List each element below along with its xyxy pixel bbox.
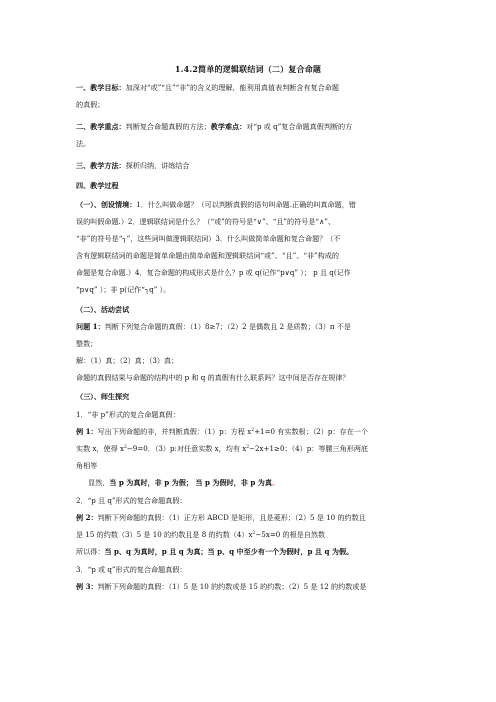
situation-line-2: 误的叫假命题.）2．逻辑联结词是什么？（“或”的符号是“∨”、“且”的符号是“∧”、 [76,217,335,226]
problem1-question: 命题的真假结果与命题的结构中的 p 和 q 的真假有什么联系吗？这中间是否存在规律？ [76,373,350,382]
superscript: 2 [252,531,256,536]
situation-text: 1．什么叫做命题？（可以判断真假的语句叫命题.正确的叫真命题，错 [136,200,356,209]
problem1-heading: 问题 1： [76,322,105,331]
situation-line-5: 命题是复合命题.）4．复合命题的构成形式是什么？p 或 q(记作“p∨q” ）； p 且 q(记作 [76,268,351,277]
objectives-heading: 一、教学目标： [76,83,126,92]
example1-line-1 [76,427,421,436]
difficulty-heading: 教学难点： [210,122,247,131]
objectives-line-1 [76,83,421,92]
example2-text-b: 是 15 的约数（3）5 是 10 的约数且是 8 的约数（4）x [76,530,253,539]
method-text: 探析归纳，讲练结合 [125,161,190,170]
example2-heading: 例 2： [76,513,98,522]
p-and-q-heading: 2．“p 且 q”形式的复合命题真假： [76,496,187,505]
example1-heading: 例 1： [76,427,98,436]
not-p-heading: 1．“非 p”形式的复合命题真假： [76,410,180,419]
example1-line-3: 角相等 [76,461,98,470]
method-heading: 三、教学方法： [76,161,126,170]
example3-line-1 [76,582,421,591]
situation-line-1 [76,200,421,209]
objectives-text: 加深对“或”“且”“非”的含义的理解，能利用真值表判断含有复合命题 [125,83,339,92]
focus-line-1 [76,122,421,131]
example2-text-c: −5x=0 的根是自然数 [255,530,326,539]
conclusion-end: 。 [271,478,280,487]
example1-text-e: −2x+1≥0；（4）p：等腰三角形两底 [249,444,369,453]
problem1-solution: 解：（1）真；（2）真；（3）真； [76,356,179,365]
method-line [76,161,421,170]
conclusion2-lead: 所以得： [76,547,105,556]
example2-conclusion [76,547,421,556]
example1-text-d: −9=0．（3）p:对任意实数 x，均有 x [126,444,247,453]
conclusion2-rule: 当 p、q 为真时，p 且 q 为真；当 p、q 中至少有一个为假时，p 且 q 为假。 [104,547,354,556]
page-title: 1.4.2简单的逻辑联结词（二）复合命题 [174,64,322,74]
superscript: 2 [123,445,127,450]
situation-line-6: “p∨q” ）；非 p(记作“┐q” ）。 [76,285,171,294]
focus-text: 判断复合命题真假的方法； [125,122,211,131]
example2-line-2 [76,530,421,539]
difficulty-text: 对“p 或 q”复合命题真假判断的方 [246,122,353,131]
example1-text-a: 写出下列命题的非，并判断真假：（1）p：方程 x [97,427,252,436]
problem1-line-1 [76,322,421,331]
example3-text: 判断下列命题的真假：（1）5 是 10 的约数或是 15 的约数；（2）5 是 12 的约数或是 [97,582,367,591]
focus-line-2: 法。 [76,139,91,148]
focus-heading: 二、教学重点： [76,122,126,131]
example2-line-1 [76,513,421,522]
superscript: 2 [246,445,250,450]
process-heading: 四、教学过程 [76,181,119,190]
problem1-line-2: 整数； [76,339,98,348]
problem1-text: 判断下列复合命题的真假：（1）8≥7；（2）2 是偶数且 2 是质数；（3）π 不是 [104,322,351,331]
activity-heading: （二）、活动尝试 [76,305,130,314]
example1-line-2 [76,444,421,453]
example2-text: 判断下列命题的真假：（1）正方形 ABCD 是矩形，且是菱形；（2）5 是 10 的约数且 [97,513,366,522]
conclusion-rule: 当 p 为真时，非 p 为假； 当 p 为假时，非 p 为真 [109,478,272,487]
explore-heading: （三）、师生探究 [76,392,130,401]
situation-line-3: “非”的符号是“┐”，这些词叫做逻辑联结词）3．什么叫做简单命题和复合命题？（不 [76,234,341,243]
situation-line-4: 含有逻辑联结词的命题是简单命题由简单命题和逻辑联结词“或”、“且”、“非”构成的 [76,251,339,260]
example1-conclusion [88,478,433,487]
situation-heading: （一）、创设情境： [76,200,137,209]
example3-heading: 例 3： [76,582,98,591]
example1-text-b: +1=0 有实数根；（2）p：存在一个 [254,427,368,436]
conclusion-lead: 显然， [88,478,110,487]
p-or-q-heading: 3．“p 或 q”形式的复合命题真假： [76,565,187,574]
objectives-line-2: 的真假； [76,100,105,109]
superscript: 2 [251,428,255,433]
example1-text-c: 实数 x，使得 x [76,444,124,453]
